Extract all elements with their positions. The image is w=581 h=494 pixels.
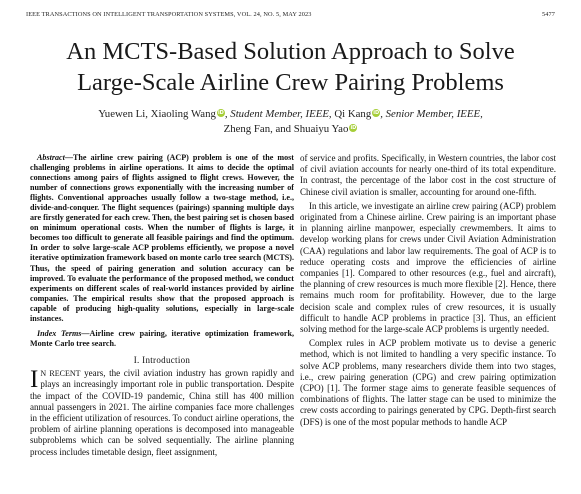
index-terms <box>30 329 294 349</box>
journal-name: IEEE TRANSACTIONS ON INTELLIGENT TRANSPORTATION SYSTEMS, VOL. 24, NO. 5, MAY 2023 <box>26 11 312 18</box>
abstract-label: Abstract <box>37 153 65 162</box>
orcid-icon[interactable]: iD <box>350 125 357 131</box>
intro-lead: N RECENT <box>40 369 81 379</box>
paragraph-1: of service and profits. Specifically, in Western countries, the labor cost of civil aviation accounts for nearly one-third of its total expenditure. In contrast, the percentage of the labor cost in the cost structure of Chinese civil aviation is smaller, accounting for around one-fifth. <box>300 153 556 197</box>
index-terms-label: Index Terms <box>37 328 82 338</box>
right-column <box>300 153 556 431</box>
intro-text: years, the civil aviation industry has grown rapidly and plays an increasingly important role in public transportation. Despite the impact of the COVID-19 pandemic, China still has 400 million annual passengers in 2021. The airline companies face more challenges in the efficient utilization of resources. To conduct airline operations, the problem of airline planning operations is decomposed into manageable subproblems which can be solved sequentially. The airline planning process includes timetable design, fleet assignment, <box>30 368 294 457</box>
orcid-icon[interactable]: iD <box>217 110 224 116</box>
author-names-1: Yuewen Li, Xiaoling Wang <box>98 108 216 120</box>
index-terms-text: —Airline crew pairing, iterative optimization framework, Monte Carlo tree search. <box>30 328 294 348</box>
author-role-1: , Student Member, IEEE, <box>224 108 332 120</box>
paper-title <box>0 36 581 98</box>
left-column <box>30 153 294 458</box>
abstract-text: —The airline crew pairing (ACP) problem is one of the most challenging problems in airline operations. It aims to decide the optimal connections among pairs of flights assigned to flight crews. However, the number of connections grows exponentially with the increasing number of flights. Conventional approaches usually follow a two-stage method, i.e., divide-and-conquer. The flight sequences (pairings) spanning multiple days are firstly generated for each crew. Then, the best pairing set is chosen based on minimum operational costs. When the number of flights is large, it becomes too difficult to generate all feasible pairings and find the optimum. In order to solve large-scale ACP problems efficiently, we propose a novel iterative optimization framework based on monte carlo tree search (MCTS). Thus, the speed of pairing generation and solution accuracy can be improved. To evaluate the performance of the proposed method, we conduct experiments on different scales of real-world instances provided by airline companies. The empirical results show that the proposed approach is capable of producing high-quality solutions, especially in large-scale instances. <box>30 153 294 323</box>
intro-paragraph <box>30 368 294 458</box>
drop-cap: I <box>30 366 39 394</box>
author-line-2 <box>30 122 551 137</box>
author-role-2: , Senior Member, IEEE, <box>380 108 483 120</box>
page-number: 5477 <box>542 11 555 18</box>
author-list <box>30 107 551 137</box>
paragraph-2: In this article, we investigate an airline crew pairing (ACP) problem originated from a Chinese airline. Crew pairing is an important phase in planning airline manpower, especially crewmembers. It aims to develop working plans for crews under Civil Aviation Administration (CAA) regulations and labor law requirements. The goal of ACP is to reduce operating costs and improve the efficiencies of airline companies [1]. Compared to other resources (e.g., fuel and aircraft), the planning of crew resources is much more flexible [2]. Hence, there remains much room for profitability. However, due to the large decision scale and complex rules of crew resources, it is usually difficult to handle ACP problems in practice [3]. Thus, an efficient solving method for the large-scale ACP problems is urgently needed. <box>300 200 556 335</box>
title-line-1: An MCTS-Based Solution Approach to Solve <box>66 38 515 65</box>
author-line-1 <box>30 107 551 122</box>
author-names-2: Qi Kang <box>331 108 372 120</box>
orcid-icon[interactable]: iD <box>373 110 380 116</box>
abstract <box>30 153 294 324</box>
paragraph-3: Complex rules in ACP problem motivate us to devise a generic method, which is not limited to handling a very specific instance. To solve ACP problems, many researchers divide them into two stages, i.e., crew pairing generation (CPG) and crew pairing optimization (CPO) [1]. The former stage aims to generate feasible sequences of combinations of flights. The latter stage can be used to minimize the crew costs according to pairings generated by CPG. Depth-first search (DFS) is one of the most popular methods to handle ACP <box>300 338 556 427</box>
title-line-2: Large-Scale Airline Crew Pairing Problems <box>77 69 504 96</box>
author-names-3: Zheng Fan, and Shuaiyu Yao <box>223 123 349 135</box>
running-header <box>26 11 555 18</box>
section-heading: I. Introduction <box>133 354 191 365</box>
